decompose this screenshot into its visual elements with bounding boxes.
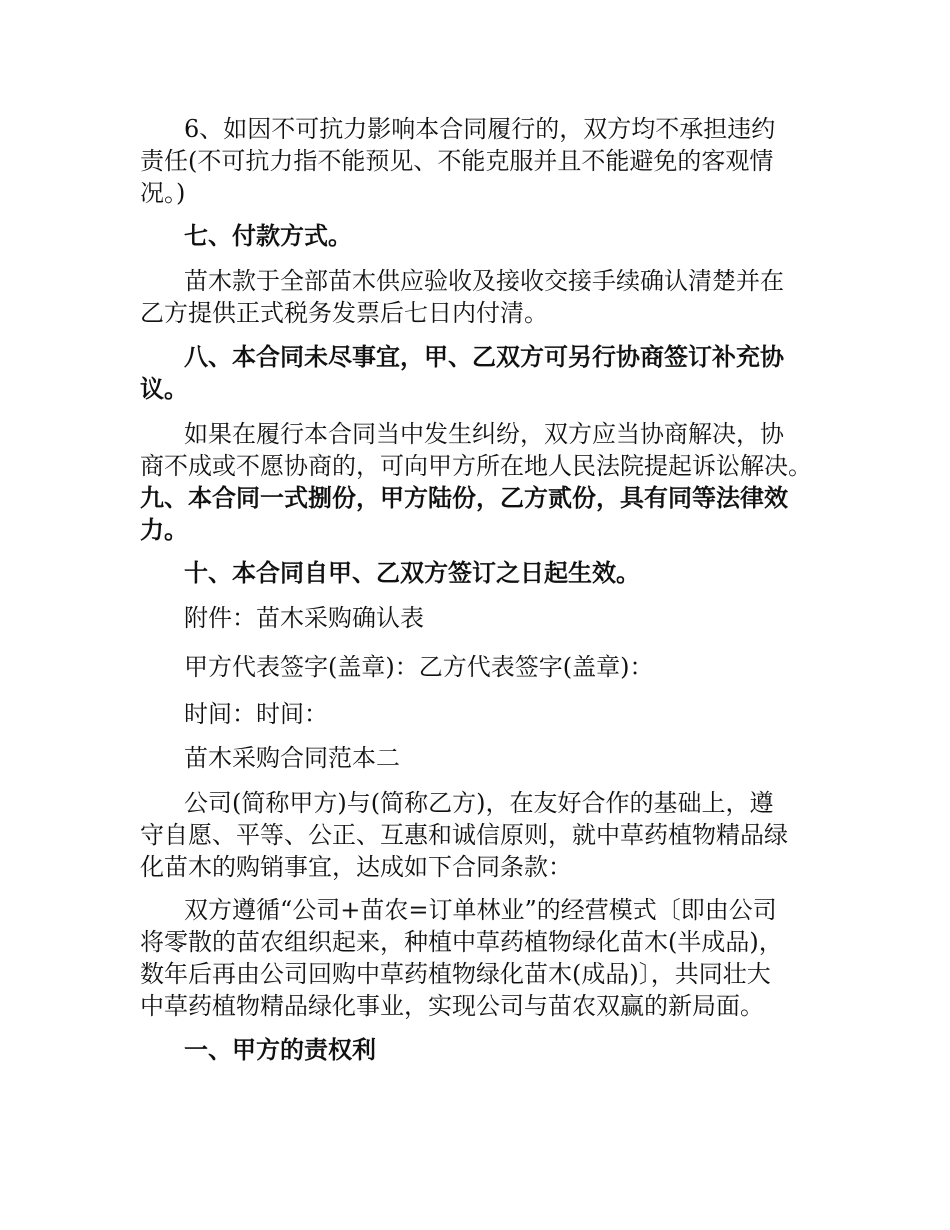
- heading-copies: 九、本合同一式捌份，甲方陆份，乙方贰份，具有同等法律效 力。: [140, 483, 788, 544]
- date-line: [140, 698, 830, 730]
- heading-supplementary-agreement: 八、本合同未尽事宜，甲、乙双方可另行协商签订补充协 议。: [140, 342, 784, 403]
- heading-effective-date: 十、本合同自甲、乙双方签订之日起生效。: [184, 558, 640, 587]
- party-a-signature-label: 甲方代表签字(盖章)：: [184, 653, 419, 681]
- payment-terms: 苗木款于全部苗木供应验收及接收交接手续确认清楚并在 乙方提供正式税务发票后七日内付清。: [140, 267, 784, 327]
- signature-line: [140, 651, 830, 683]
- attachment-line: 附件：苗木采购确认表: [184, 604, 424, 632]
- heading-party-a-rights: 一、甲方的责权利: [184, 1035, 376, 1064]
- business-model-paragraph: 双方遵循“公司+苗农=订单林业”的经营模式〔即由公司 将零散的苗农组织起来，种植中草药植物绿化苗木(半成品)， 数年后再由公司回购中草药植物绿化苗木(成品)〕，共同壮大 中草药植物精品绿化事业，实现公司与苗农双赢的新局面。: [140, 896, 783, 1020]
- party-b-signature-label: 乙方代表签字(盖章)：: [418, 653, 654, 681]
- template-two-title: 苗木采购合同范本二: [184, 744, 400, 772]
- clause-6-force-majeure: 6、如因不可抗力影响本合同履行的，双方均不承担违约 责任(不可抗力指不能预见、不能克服并且不能避免的客观情 况。): [140, 115, 776, 207]
- heading-payment-method: 七、付款方式。: [184, 221, 352, 250]
- dispute-resolution: 如果在履行本合同当中发生纠纷，双方应当协商解决，协 商不成或不愿协商的，可向甲方所在地人民法院提起诉讼解决。: [140, 420, 812, 480]
- preamble: 公司(简称甲方)与(简称乙方)，在友好合作的基础上，遵 守自愿、平等、公正、互惠和诚信原则，就中草药植物精品绿 化苗木的购销事宜，达成如下合同条款：: [140, 789, 788, 881]
- party-a-date-label: 时间：: [184, 700, 256, 728]
- party-b-date-label: 时间：: [256, 700, 328, 728]
